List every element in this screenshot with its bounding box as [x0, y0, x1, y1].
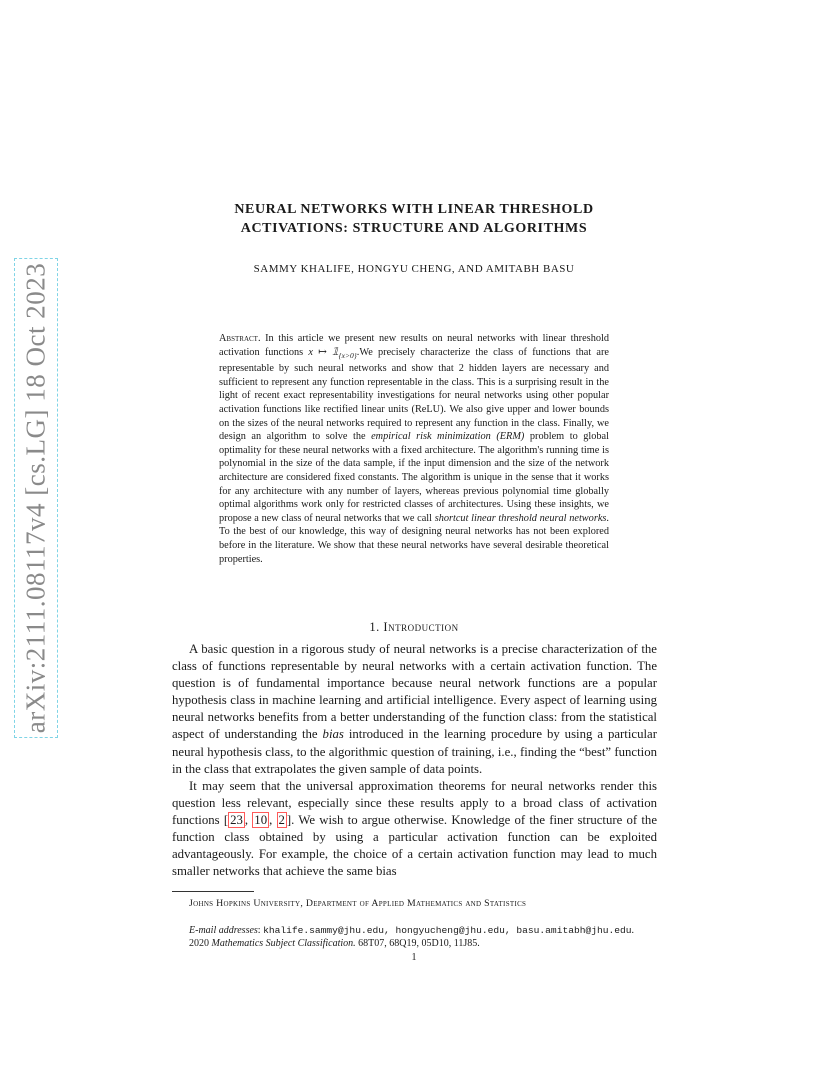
section-heading: 1. Introduction — [369, 620, 459, 634]
intro-text: ]. We wish to argue otherwise. Knowledge of the finer structure of the function class obtained by using a particular activation function can be exploited advantageously. For example, the choice of a certain activation function may lead to much smaller networks that achieve the same bias — [172, 812, 658, 879]
title-line-2: ACTIVATIONS: STRUCTURE AND ALGORITHMS — [240, 221, 588, 236]
msc-label: Mathematics Subject Classification. — [211, 938, 356, 949]
paper-title — [172, 200, 656, 238]
citation-link[interactable]: 2 — [278, 812, 285, 827]
abstract-formula: x ↦ 𝟙 — [308, 346, 339, 358]
abstract-emphasis-erm: empirical risk minimization (ERM) — [371, 431, 525, 443]
abstract-text-1: In this article we present new results on neural networks with linear threshold activation functions — [219, 333, 609, 358]
author-list: SAMMY KHALIFE, HONGYU CHENG, AND AMITABH BASU — [253, 263, 575, 275]
abstract-label: Abstract. — [219, 333, 261, 344]
abstract — [219, 332, 609, 566]
citation-link[interactable]: 10 — [254, 812, 268, 827]
msc-year: 2020 — [189, 938, 212, 949]
intro-emphasis-bias: bias — [322, 727, 344, 742]
abstract-text-2: .We precisely characterize the class of functions that are representable by such neural networks and show that 2 hidden layers are necessary and sufficient to represent any function representable in the class. This is a surprising result in the light of recent exact representability investigations for neural networks using other popular activation functions like rectified linear units (ReLU). We also give upper and lower bounds on the sizes of the neural networks required to represent any function in the class. Finally, we design an algorithm to solve the — [219, 346, 610, 443]
title-line-1: NEURAL NETWORKS WITH LINEAR THRESHOLD — [234, 202, 594, 217]
abstract-formula-subscript: {x>0} — [338, 350, 357, 360]
email-label: E-mail addresses — [189, 925, 258, 936]
abstract-text-4: . To the best of our knowledge, this way of designing neural networks has not been explored before in the literature. We show that these neural networks have several desirable theoretical properties. — [219, 512, 609, 565]
intro-paragraph-2: It may seem that the universal approximation theorems for neural networks render this question less relevant, especially since these results apply to a broad class of activation functions [ 23 , 10 , 2 ]. We wish to argue otherwise. Knowledge of the finer structure of the function class obtained by using a particular activation function can be exploited advantageously. For example, the choice of a certain activation function may lead to much smaller networks that achieve the same bias — [172, 778, 658, 879]
citation-link[interactable]: 23 — [230, 812, 243, 827]
page-number: 1 — [411, 952, 417, 963]
intro-paragraph-1 — [172, 641, 657, 778]
email-addresses: E-mail addresses: khalife.sammy@jhu.edu, hongyucheng@jhu.edu, basu.amitabh@jhu.edu. — [189, 925, 635, 936]
arxiv-identifier: arXiv:2111.08117v4 [cs.LG] 18 Oct 2023 — [20, 262, 51, 734]
intro-text: It may seem that the universal approximation theorems for neural networks render this question less relevant, especially since these results apply to a broad class of activation functions [ — [172, 778, 657, 827]
abstract-text-3: problem to global optimality for these neural networks with a fixed architecture. The algorithm's running time is polynomial in the size of the data sample, if the input dimension and the size of the network architecture are considered fixed constants. The algorithm is unique in the sense that it works for any architecture with any number of layers, whereas previous polynomial time globally optimal algorithms work only for restricted classes of architectures. Using these insights, we propose a new class of neural networks that we call — [219, 431, 609, 524]
abstract-emphasis-shortcut: shortcut linear threshold neural networks — [434, 512, 607, 524]
msc-classification — [189, 938, 480, 949]
intro-text: introduced in the learning procedure by using a particular neural hypothesis class, to the algorithmic question of training, i.e., finding the “best” function in the class that extrapolates the given sample of data points. — [172, 727, 657, 776]
affiliation: Johns Hopkins University, Department of Applied Mathematics and Statistics — [189, 898, 527, 909]
introduction-body — [172, 641, 657, 880]
msc-codes: 68T07, 68Q19, 05D10, 11J85. — [355, 938, 480, 949]
intro-text: A basic question in a rigorous study of neural networks is a precise characterization of the class of functions representable by neural networks with a certain activation function. The question is of fundamental importance because neural network functions are a popular hypothesis class in machine learning and artificial intelligence. Every aspect of learning using neural networks benefits from a better understanding of the function class: from the statistical aspect of understanding the — [172, 642, 657, 742]
footnote-divider — [172, 891, 254, 892]
email-list: khalife.sammy@jhu.edu, hongyucheng@jhu.edu, basu.amitabh@jhu.edu — [263, 925, 632, 936]
